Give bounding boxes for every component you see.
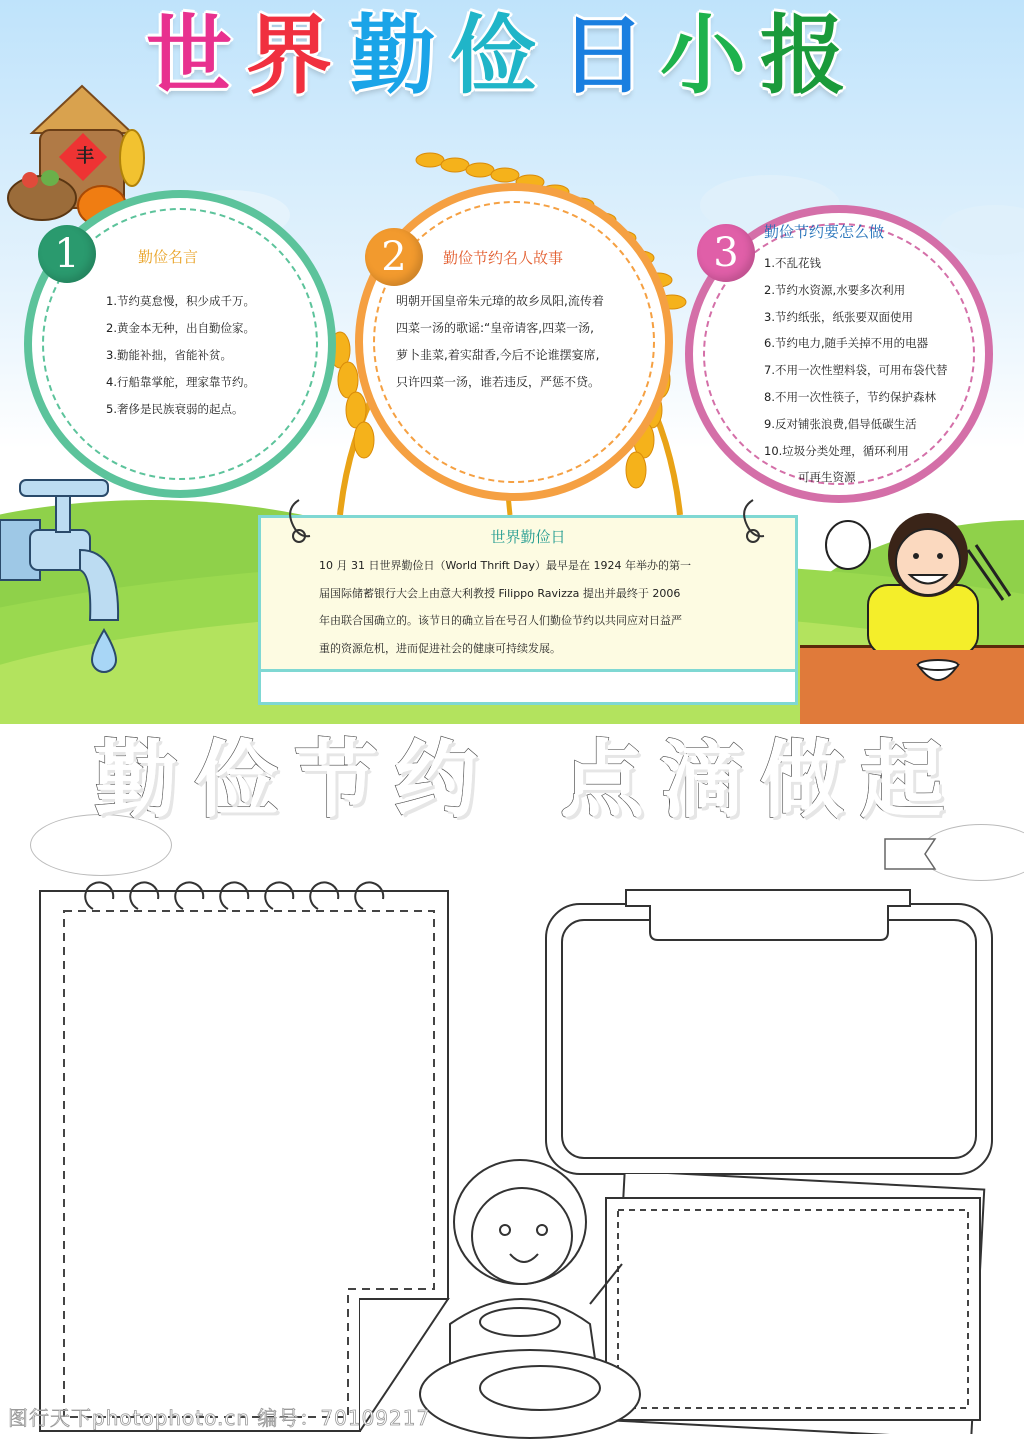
list-item: 4.行船靠掌舵，理家靠节约。 <box>106 375 255 389</box>
notice-line: 重的资源危机，进而促进社会的健康可持续发展。 <box>319 641 561 655</box>
story-text <box>396 288 604 396</box>
list-item: 1.不乱花钱 <box>764 256 821 270</box>
faucet-icon <box>0 470 130 680</box>
number-badge-1 <box>38 225 96 283</box>
list-item: 9.反对铺张浪费,倡导低碳生活 <box>764 416 917 431</box>
story-line: 四菜一汤的歌谣:“皇帝请客,四菜一汤, <box>396 321 594 335</box>
badge-number: 3 <box>713 230 739 276</box>
story-line: 萝卜韭菜,着实甜香,今后不论谁摆宴席, <box>396 348 600 362</box>
notice-line: 届国际储蓄银行大会上由意大利教授 Filippo Ravizza 提出并最终于 2006 <box>319 586 681 600</box>
circle-title-3: 勤俭节约要怎么做 <box>764 223 885 241</box>
circle-title-2: 勤俭节约名人故事 <box>443 249 564 267</box>
cloud <box>940 205 1024 255</box>
notice-board <box>258 515 798 705</box>
slogan-char: 滴 <box>660 731 745 829</box>
title-char: 日 <box>560 6 646 106</box>
list-item: 5.奢侈是民族衰弱的起点。 <box>106 402 244 416</box>
notice-footer <box>261 669 795 702</box>
title-char: 勤 <box>350 6 436 106</box>
title-char: 界 <box>246 6 332 106</box>
ribbon-icon <box>880 834 940 874</box>
badge-number: 2 <box>381 234 407 280</box>
story-line: 明朝开国皇帝朱元璋的故乡凤阳,流传着 <box>396 294 604 308</box>
colored-poster <box>0 0 1024 724</box>
slogan-char: 俭 <box>194 731 279 829</box>
list-item: 可再生资源 <box>798 470 856 485</box>
slogan-char: 做 <box>760 731 845 829</box>
story-line: 只许四菜一汤，谁若违反，严惩不贷。 <box>396 375 601 389</box>
barn-label: 丰 <box>76 146 94 167</box>
list-item: 10.垃圾分类处理，循环利用 <box>764 443 909 458</box>
badge-number: 1 <box>54 231 80 277</box>
list-item: 2.节约水资源,水要多次利用 <box>764 282 906 297</box>
coloring-page <box>0 724 1024 1448</box>
pin-curl-icon <box>284 498 314 548</box>
bowl-icon <box>916 655 960 689</box>
list-item: 3.节约纸张，纸张要双面使用 <box>764 309 913 324</box>
list-item: 8.不用一次性筷子，节约保护森林 <box>764 389 936 404</box>
table <box>800 645 1024 724</box>
title-char: 世 <box>146 6 232 106</box>
title-char: 小 <box>660 6 746 106</box>
list-item: 3.勤能补拙，省能补贫。 <box>106 348 232 362</box>
list-item: 6.节约电力,随手关掉不用的电器 <box>764 336 929 351</box>
watermark: 图行天下photophoto.cn 编号：70109217 <box>8 1406 431 1430</box>
slogan-char: 节 <box>294 731 379 829</box>
tips-list <box>764 250 947 491</box>
quote-list <box>106 288 255 423</box>
notice-body <box>319 552 765 662</box>
clipboard-frame <box>540 884 998 1184</box>
slogan-char: 起 <box>860 731 945 829</box>
circle-title-1: 勤俭名言 <box>138 248 199 266</box>
list-item: 7.不用一次性塑料袋，可用布袋代替 <box>764 363 948 378</box>
girl-outline-illustration <box>410 1154 660 1444</box>
slogan-char: 点 <box>560 731 645 829</box>
number-badge-3 <box>697 224 755 282</box>
number-badge-2 <box>365 228 423 286</box>
notice-line: 10 月 31 日世界勤俭日（World Thrift Day）最早是在 1924 年举办的第一 <box>319 559 691 572</box>
slogan-char: 约 <box>394 731 479 829</box>
list-item: 2.黄金本无种，出自勤俭家。 <box>106 321 255 335</box>
slogan-char: 勤 <box>94 731 179 829</box>
list-item: 1.节约莫怠慢，积少成千万。 <box>106 294 255 308</box>
pin-curl-icon <box>738 498 768 548</box>
title-char: 俭 <box>450 6 536 106</box>
notice-title: 世界勤俭日 <box>490 528 566 546</box>
title-char: 报 <box>760 6 846 106</box>
notebook-frame <box>38 869 462 1449</box>
notice-line: 年由联合国确立的。该节日的确立旨在号召人们勤俭节约以共同应对日益严 <box>319 614 682 627</box>
girl-illustration <box>818 500 1024 650</box>
